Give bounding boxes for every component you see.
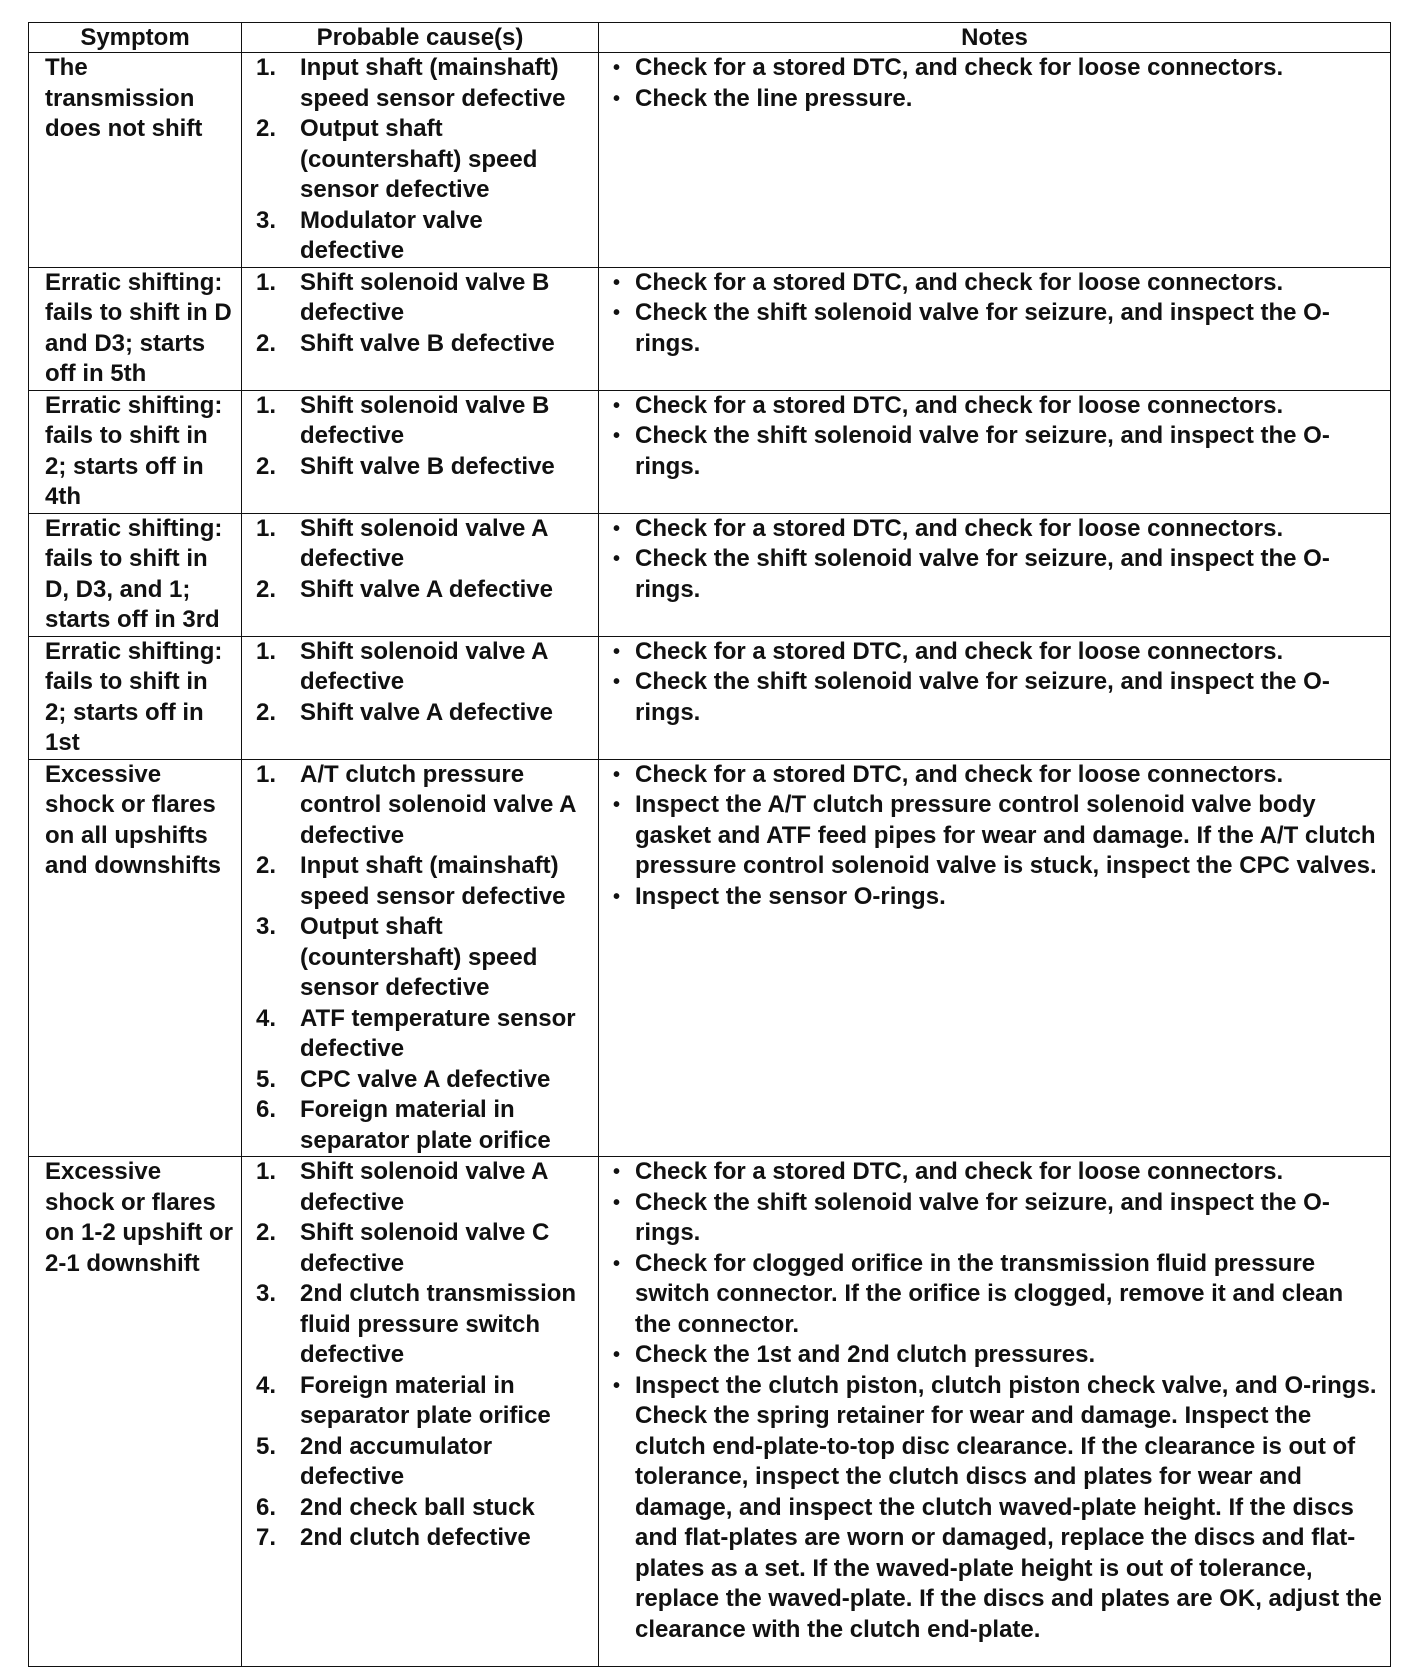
cause-number: 4.: [256, 1371, 277, 1399]
bullet-icon: •: [613, 885, 621, 908]
cause-text: Shift solenoid valve C defective: [300, 1219, 550, 1277]
notes-list: [613, 1157, 1382, 1645]
cause-text: Shift valve B defective: [300, 329, 555, 357]
note-text: Check the 1st and 2nd clutch pressures.: [635, 1341, 1096, 1368]
cause-text: Shift valve A defective: [300, 698, 553, 726]
cause-number: 3.: [256, 1280, 277, 1307]
causes-list: [256, 391, 592, 483]
cause-number: 2.: [256, 452, 277, 480]
cause-item: [256, 268, 592, 329]
note-text: Check the line pressure.: [635, 84, 913, 112]
cause-text: Output shaft (countershaft) speed sensor defective: [300, 115, 538, 203]
causes-cell: [242, 1157, 599, 1667]
cause-text: Shift solenoid valve B defective: [300, 268, 550, 326]
bullet-icon: •: [613, 1344, 621, 1366]
cause-number: 1.: [256, 1158, 277, 1185]
cause-text: CPC valve A defective: [300, 1065, 551, 1093]
note-item: [613, 1157, 1382, 1188]
cause-text: 2nd check ball stuck: [300, 1493, 535, 1521]
cause-text: Foreign material in separator plate orifice: [300, 1096, 551, 1154]
symptom-cell: Erratic shifting: fails to shift in 2; starts off in 1st: [29, 636, 242, 759]
table-row: [29, 636, 1391, 759]
cause-number: 3.: [256, 206, 277, 234]
cause-item: [256, 391, 592, 452]
troubleshooting-page: [28, 22, 1390, 1667]
causes-list: [256, 268, 592, 360]
notes-list: [613, 760, 1382, 913]
note-text: Check the shift solenoid valve for seizure, and inspect the O-rings.: [635, 422, 1330, 480]
cause-text: Modulator valve defective: [300, 206, 483, 264]
cause-item: [256, 329, 592, 360]
bullet-icon: •: [613, 57, 621, 79]
note-text: Check for a stored DTC, and check for loose connectors.: [635, 514, 1284, 542]
cause-text: Shift solenoid valve B defective: [300, 391, 550, 449]
notes-cell: [599, 53, 1391, 268]
note-item: [613, 637, 1382, 668]
cause-item: [256, 114, 592, 206]
bullet-icon: •: [613, 548, 621, 570]
causes-cell: [242, 513, 599, 636]
cause-number: 1.: [256, 268, 277, 296]
cause-text: Foreign material in separator plate orifice: [300, 1371, 551, 1429]
cause-item: [256, 206, 592, 267]
cause-text: Input shaft (mainshaft) speed sensor defective: [300, 852, 566, 910]
note-text: Inspect the A/T clutch pressure control solenoid valve body gasket and ATF feed pipes for wear and damage. If the A/T clutch pressure control solenoid valve is stuck, inspect the CPC valves.: [635, 791, 1377, 879]
table-row: [29, 513, 1391, 636]
notes-list: [613, 53, 1382, 114]
cause-number: 1.: [256, 391, 277, 419]
cause-item: [256, 452, 592, 483]
notes-cell: [599, 759, 1391, 1157]
cause-text: Shift solenoid valve A defective: [300, 1158, 548, 1216]
bullet-icon: •: [613, 394, 621, 417]
cause-number: 1.: [256, 760, 277, 788]
causes-list: [256, 1157, 592, 1554]
bullet-icon: •: [613, 1191, 621, 1214]
causes-cell: [242, 267, 599, 390]
symptom-cell: Erratic shifting: fails to shift in 2; starts off in 4th: [29, 390, 242, 513]
cause-text: A/T clutch pressure control solenoid valve A defective: [300, 760, 576, 849]
table-row: [29, 390, 1391, 513]
cause-item: [256, 53, 592, 114]
bullet-icon: •: [613, 517, 621, 540]
cause-item: [256, 1157, 592, 1218]
cause-text: Shift solenoid valve A defective: [300, 514, 548, 572]
cause-item: [256, 1218, 592, 1279]
cause-number: 6.: [256, 1096, 277, 1123]
note-text: Check for a stored DTC, and check for loose connectors.: [635, 268, 1284, 296]
causes-cell: [242, 636, 599, 759]
bullet-icon: •: [613, 271, 621, 294]
note-item: [613, 882, 1382, 913]
bullet-icon: •: [613, 425, 621, 447]
header-probable-causes: Probable cause(s): [242, 23, 599, 53]
note-text: Check the shift solenoid valve for seizure, and inspect the O-rings.: [635, 668, 1330, 726]
note-text: Check the shift solenoid valve for seizure, and inspect the O-rings.: [635, 299, 1330, 357]
cause-text: Shift solenoid valve A defective: [300, 637, 548, 695]
cause-number: 2.: [256, 852, 277, 879]
cause-item: [256, 851, 592, 912]
cause-text: Shift valve A defective: [300, 575, 553, 603]
note-item: [613, 790, 1382, 882]
causes-list: [256, 53, 592, 267]
cause-item: [256, 1279, 592, 1371]
bullet-icon: •: [613, 763, 621, 786]
bullet-icon: •: [613, 1161, 621, 1183]
causes-cell: [242, 390, 599, 513]
cause-text: Input shaft (mainshaft) speed sensor defective: [300, 54, 566, 112]
symptom-cell: Excessive shock or flares on 1-2 upshift or 2-1 downshift: [29, 1157, 242, 1667]
notes-list: [613, 637, 1382, 729]
bullet-icon: •: [613, 1374, 621, 1397]
cause-number: 1.: [256, 54, 277, 81]
cause-number: 2.: [256, 1219, 277, 1246]
note-item: [613, 391, 1382, 422]
note-item: [613, 421, 1382, 482]
symptom-cell: The transmission does not shift: [29, 53, 242, 268]
notes-cell: [599, 267, 1391, 390]
table-header-row: [29, 23, 1391, 53]
note-item: [613, 1249, 1382, 1341]
cause-item: [256, 1493, 592, 1524]
cause-text: 2nd clutch transmission fluid pressure switch defective: [300, 1280, 577, 1368]
cause-number: 5.: [256, 1432, 277, 1460]
cause-number: 7.: [256, 1524, 277, 1551]
note-text: Check for a stored DTC, and check for loose connectors.: [635, 1158, 1284, 1185]
note-item: [613, 268, 1382, 299]
bullet-icon: •: [613, 1252, 621, 1275]
cause-item: [256, 575, 592, 606]
note-item: [613, 760, 1382, 791]
cause-number: 5.: [256, 1065, 277, 1093]
causes-list: [256, 637, 592, 729]
note-text: Check the shift solenoid valve for seizure, and inspect the O-rings.: [635, 545, 1330, 603]
cause-number: 3.: [256, 913, 277, 940]
cause-number: 2.: [256, 115, 277, 142]
note-item: [613, 667, 1382, 728]
symptom-cell: Excessive shock or flares on all upshifts and downshifts: [29, 759, 242, 1157]
table-row: [29, 53, 1391, 268]
cause-number: 2.: [256, 698, 277, 726]
note-text: Inspect the clutch piston, clutch piston check valve, and O-rings. Check the spring retainer for wear and damage. Inspect the clutch end-plate-to-top disc clearance. If the clearance is out of tolerance, inspect the clutch discs and plates for wear and damage, and inspect the clutch waved-plate height. If the discs and flat-plates are worn or damaged, replace the discs and flat-plates as a set. If the waved-plate height is out of tolerance, replace the waved-plate. If the discs and plates are OK, adjust the clearance with the clutch end-plate.: [635, 1371, 1382, 1643]
notes-list: [613, 391, 1382, 483]
cause-item: [256, 1523, 592, 1554]
note-text: Check for a stored DTC, and check for loose connectors.: [635, 54, 1284, 81]
cause-item: [256, 1004, 592, 1065]
cause-number: 4.: [256, 1004, 277, 1032]
cause-number: 1.: [256, 514, 277, 542]
symptom-cell: Erratic shifting: fails to shift in D and D3; starts off in 5th: [29, 267, 242, 390]
cause-number: 2.: [256, 329, 277, 357]
cause-item: [256, 760, 592, 852]
cause-number: 6.: [256, 1493, 277, 1521]
causes-cell: [242, 759, 599, 1157]
cause-text: 2nd clutch defective: [300, 1524, 531, 1551]
notes-cell: [599, 636, 1391, 759]
notes-list: [613, 514, 1382, 606]
notes-list: [613, 268, 1382, 360]
table-row: [29, 1157, 1391, 1667]
note-item: [613, 544, 1382, 605]
table-row: [29, 267, 1391, 390]
note-text: Check for a stored DTC, and check for loose connectors.: [635, 760, 1284, 788]
bullet-icon: •: [613, 794, 621, 816]
cause-item: [256, 1065, 592, 1096]
cause-text: Output shaft (countershaft) speed sensor defective: [300, 913, 538, 1001]
cause-item: [256, 1095, 592, 1156]
symptom-cell: Erratic shifting: fails to shift in D, D3, and 1; starts off in 3rd: [29, 513, 242, 636]
note-item: [613, 298, 1382, 359]
causes-list: [256, 514, 592, 606]
bullet-icon: •: [613, 640, 621, 663]
bullet-icon: •: [613, 671, 621, 693]
bullet-icon: •: [613, 87, 621, 110]
note-text: Check the shift solenoid valve for seizure, and inspect the O-rings.: [635, 1188, 1330, 1246]
notes-cell: [599, 1157, 1391, 1667]
causes-cell: [242, 53, 599, 268]
note-item: [613, 53, 1382, 84]
cause-number: 2.: [256, 575, 277, 603]
bullet-icon: •: [613, 302, 621, 324]
cause-text: Shift valve B defective: [300, 452, 555, 480]
note-text: Inspect the sensor O-rings.: [635, 882, 946, 910]
note-item: [613, 1340, 1382, 1371]
cause-number: 1.: [256, 637, 277, 665]
cause-item: [256, 912, 592, 1004]
notes-cell: [599, 513, 1391, 636]
cause-item: [256, 698, 592, 729]
note-text: Check for clogged orifice in the transmission fluid pressure switch connector. If the orifice is clogged, remove it and clean the connector.: [635, 1249, 1344, 1338]
cause-text: 2nd accumulator defective: [300, 1432, 493, 1490]
note-item: [613, 84, 1382, 115]
table-row: [29, 759, 1391, 1157]
header-symptom: Symptom: [29, 23, 242, 53]
notes-cell: [599, 390, 1391, 513]
cause-item: [256, 1371, 592, 1432]
cause-text: ATF temperature sensor defective: [300, 1004, 576, 1062]
note-text: Check for a stored DTC, and check for loose connectors.: [635, 637, 1284, 665]
note-item: [613, 1371, 1382, 1646]
cause-item: [256, 637, 592, 698]
note-item: [613, 514, 1382, 545]
cause-item: [256, 1432, 592, 1493]
cause-item: [256, 514, 592, 575]
header-notes: Notes: [599, 23, 1391, 53]
note-text: Check for a stored DTC, and check for loose connectors.: [635, 391, 1284, 419]
troubleshooting-table: [28, 22, 1391, 1667]
causes-list: [256, 760, 592, 1157]
note-item: [613, 1188, 1382, 1249]
